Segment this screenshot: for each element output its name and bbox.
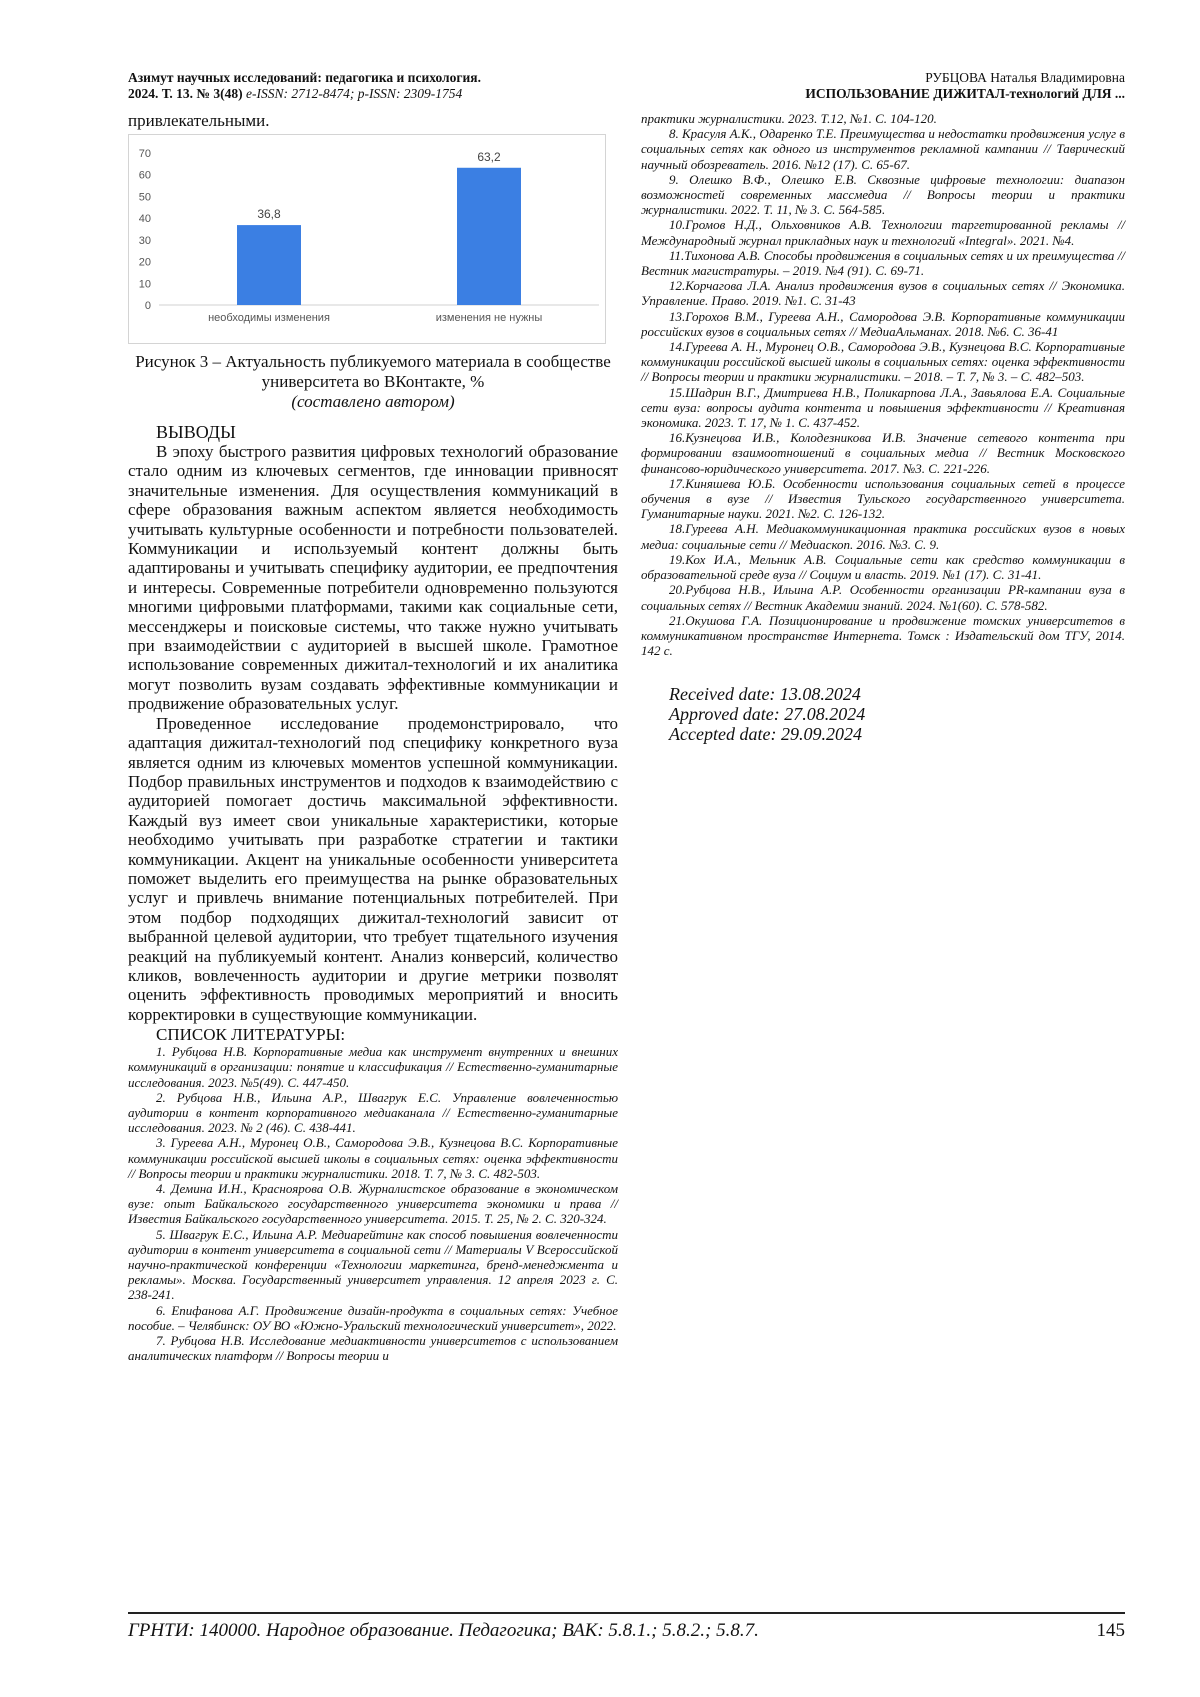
journal-name: Азимут научных исследований: педагогика и психология. [128, 70, 481, 85]
reference-item: 17.Киняшева Ю.Б. Особенности использования социальных сетей в процессе обучения в вузе // Известия Тульского государственного университета. Гуманитарные науки. 2021. №2. С. 126-132. [641, 475, 1125, 522]
footer-classification: ГРНТИ: 140000. Народное образование. Педагогика; ВАК: 5.8.1.; 5.8.2.; 5.8.7. [128, 1620, 759, 1641]
reference-item: 12.Корчагова Л.А. Анализ продвижения вузов в социальных сетях // Экономика. Управление. Право. 2019. №1. С. 31-43 [641, 278, 1125, 309]
reference-item: 5. Швагрук Е.С., Ильина А.Р. Медиарейтинг как способ повышения вовлеченности аудитории в контент университета в социальной сети // Материалы V Всероссийской научно-практической конференции «Технологии маркетинга, бренд-менеджмента и рекламы». Москва. Государственный университет управления. 12 апреля 2023 г. С. 238-241. [128, 1226, 618, 1303]
journal-volume: 2024. Т. 13. № 3(48) [128, 86, 243, 101]
reference-item: 13.Горохов В.М., Гуреева А.Н., Самородова Э.В. Корпоративные коммуникации российских вузов в социальных сетях // МедиаАльманах. 2018. №6. С. 36-41 [641, 308, 1125, 339]
journal-issue [128, 86, 481, 102]
references-heading: СПИСОК ЛИТЕРАТУРЫ: [156, 1025, 346, 1045]
reference-item: 7. Рубцова Н.В. Исследование медиактивности университетов с использованием аналитических платформ // Вопросы теории и [128, 1333, 618, 1364]
bar-value-label: 36,8 [257, 207, 281, 222]
continuation-text: привлекательными. [128, 111, 270, 130]
y-axis-ticks [139, 148, 151, 312]
figure-caption-text: Рисунок 3 – Актуальность публикуемого материала в сообществе университета во ВКонтакте, % [135, 352, 611, 391]
figure-caption [128, 352, 618, 412]
journal-issn: e-ISSN: 2712-8474; p-ISSN: 2309-1754 [242, 86, 463, 101]
chart-bars [208, 150, 542, 324]
accepted-date: Accepted date: 29.09.2024 [669, 724, 862, 745]
x-category-label: изменения не нужны [435, 312, 543, 324]
bar-chart [128, 134, 606, 344]
reference-item: 4. Демина И.Н., Красноярова О.В. Журналистское образование в экономическом вузе: опыт Байкальского государственного университета экономики и права // Известия Байкальского государственного университета. 2015. Т. 25, № 2. С. 320-324. [128, 1181, 618, 1227]
bar-chart-svg [129, 135, 605, 343]
reference-item: 6. Епифанова А.Г. Продвижение дизайн-продукта в социальных сетях: Учебное пособие. – Челябинск: ОУ ВО «Южно-Уральский технологический университет», 2022. [128, 1302, 618, 1333]
reference-item: 14.Гуреева А. Н., Муронец О.В., Самородова Э.В., Кузнецова В.С. Корпоративные коммуникации российской высшей школы в социальных сетях: оценка эффективности // Вопросы теории и практики журналистики. – 2018. – Т. 7, № 3. – С. 482–503. [641, 339, 1125, 385]
y-tick-label: 20 [138, 256, 151, 269]
y-tick-label: 30 [138, 234, 151, 247]
bar-value-label: 63,2 [477, 149, 501, 164]
figure-note: (составлено автором) [291, 392, 455, 411]
x-category-label: необходимы изменения [208, 312, 330, 324]
reference-item: 16.Кузнецова И.В., Колодезникова И.В. Значение сетевого контента при формировании взаимоотношений в социальных медиа // Вестник Московского финансово-юридического университета. 2017. №3. С. 221-226. [641, 430, 1125, 476]
y-tick-label: 10 [138, 278, 151, 291]
article-info [805, 70, 1125, 102]
reference-item: 8. Красуля А.К., Одаренко Т.Е. Преимущества и недостатки продвижения услуг в социальных сетях как одного из инструментов рекламной кампании // Таврический научный обозреватель. 2016. №12 (17). С. 65-67. [641, 126, 1125, 172]
references-list-left [128, 1044, 618, 1363]
article-title: ИСПОЛЬЗОВАНИЕ ДИЖИТАЛ-технологий ДЛЯ ... [805, 86, 1125, 101]
right-column [641, 111, 1125, 744]
approved-date: Approved date: 27.08.2024 [669, 704, 866, 725]
submission-dates [669, 684, 1125, 744]
reference-item: 15.Шадрин В.Г., Дмитриева Н.В., Поликарпова Л.А., Завьялова Е.А. Социальные сети вуза: вопросы аудита контента и повышения эффективности // Креативная экономика. 2023. Т. 17, № 1. С. 437-452. [641, 384, 1125, 431]
reference-item: 1. Рубцова Н.В. Корпоративные медиа как инструмент внутренних и внешних коммуникаций в организации: понятие и классификация // Естественно-гуманитарные исследования. 2023. №5(49). С. 447-450. [128, 1044, 618, 1090]
reference-continuation: практики журналистики. 2023. Т.12, №1. С. 104-120. [641, 111, 937, 126]
journal-info [128, 70, 481, 102]
y-tick-label: 40 [138, 213, 151, 226]
reference-item: 10.Громов Н.Д., Ольховников А.В. Технологии таргетированной рекламы // Международный журнал прикладных наук и технологий «Integral». 2021. №4. [641, 217, 1125, 248]
reference-item: 2. Рубцова Н.В., Ильина А.Р., Швагрук Е.С. Управление вовлеченностью аудитории в контент корпоративного медиаканала // Естественно-гуманитарные исследования. 2023. № 2 (46). С. 438-441. [128, 1089, 618, 1136]
reference-item: 21.Окушова Г.А. Позиционирование и продвижение томских университетов в коммуникативном пространстве Интернета. Томск : Издательский дом ТГУ, 2014. 142 с. [641, 612, 1125, 659]
chart-bar [457, 168, 521, 305]
y-tick-label: 0 [144, 300, 151, 312]
section-heading-conclusions: ВЫВОДЫ [156, 422, 236, 442]
footer-divider [128, 1612, 1125, 1614]
reference-item: 11.Тихонова А.В. Способы продвижения в социальных сетях и их преимущества // Вестник магистратуры. – 2019. №4 (91). С. 69-71. [641, 247, 1125, 279]
y-tick-label: 60 [138, 169, 151, 182]
conclusion-paragraph: В эпоху быстрого развития цифровых технологий образование стало одним из ключевых сегментов, где инновации привносят значительные изменения. Для осуществления коммуникаций в сфере образования важным аспектом является необходимость учитывать культурные особенности и потребности пользователей. Коммуникации и используемый контент должны быть адаптированы и учитывать специфику аудитории, ее предпочтения и интересы. Современные потребители одновременно пользуются многими цифровыми платформами, такими как социальные сети, мессенджеры и поисковые системы, что также нужно учитывать при взаимодействии с аудиторией в высшей школе. Грамотное использование современных дижитал-технологий и их аналитика могут позволить вузам создавать эффективные коммуникации и продвижение образовательных услуг. [128, 442, 618, 714]
author-name: РУБЦОВА Наталья Владимировна [925, 70, 1125, 85]
chart-bar [237, 225, 301, 305]
reference-item: 20.Рубцова Н.В., Ильина А.Р. Особенности организации PR-кампании вуза в социальных сетях // Вестник Академии знаний. 2024. №1(60). С. 578-582. [641, 582, 1125, 613]
references-list-right [641, 111, 1125, 658]
reference-item: 3. Гуреева А.Н., Муронец О.В., Самородова Э.В., Кузнецова В.С. Корпоративные коммуникации российской высшей школы в социальных сетях: оценка эффективности // Вопросы теории и практики журналистики. 2018. Т. 7, № 3. С. 482-503. [128, 1135, 618, 1181]
page-number: 145 [1096, 1620, 1125, 1641]
reference-item: 18.Гуреева А.Н. Медиакоммуникационная практика российских вузов в новых медиа: социальные сети // Медиаскоп. 2016. №3. С. 9. [641, 521, 1125, 552]
y-tick-label: 50 [138, 191, 151, 204]
y-tick-label: 70 [138, 148, 151, 160]
conclusion-paragraph: Проведенное исследование продемонстрировало, что адаптация дижитал-технологий под специфику конкретного вуза является одним из ключевых моментов успешной коммуникации. Подбор правильных инструментов и подходов к взаимодействию с аудиторией помогает достичь максимальной эффективности. Каждый вуз имеет свои уникальные характеристики, которые необходимо учитывать при разработке стратегии и тактики коммуникации. Акцент на уникальные особенности университета поможет выделить его преимущества на рынке образовательных услуг и привлечь внимание потенциальных потребителей. При этом подбор подходящих дижитал-технологий зависит от выбранной целевой аудитории, что требует тщательного изучения реакций на публикуемый контент. Анализ конверсий, количество кликов, вовлеченность аудитории и другие метрики позволят оценить эффективность проводимых мероприятий и вносить корректировки в существующие коммуникации. [128, 713, 618, 1024]
reference-item: 19.Кох И.А., Мельник А.В. Социальные сети как средство коммуникации в образовательной среде вуза // Социум и власть. 2019. №1 (17). С. 31-41. [641, 551, 1125, 583]
left-column [128, 111, 618, 1363]
received-date: Received date: 13.08.2024 [669, 684, 861, 705]
reference-item: 9. Олешко В.Ф., Олешко Е.В. Сквозные цифровые технологии: диапазон возможностей современных массмедиа // Вопросы теории и практики журналистики. 2022. Т. 11, № 3. С. 564-585. [641, 171, 1125, 218]
